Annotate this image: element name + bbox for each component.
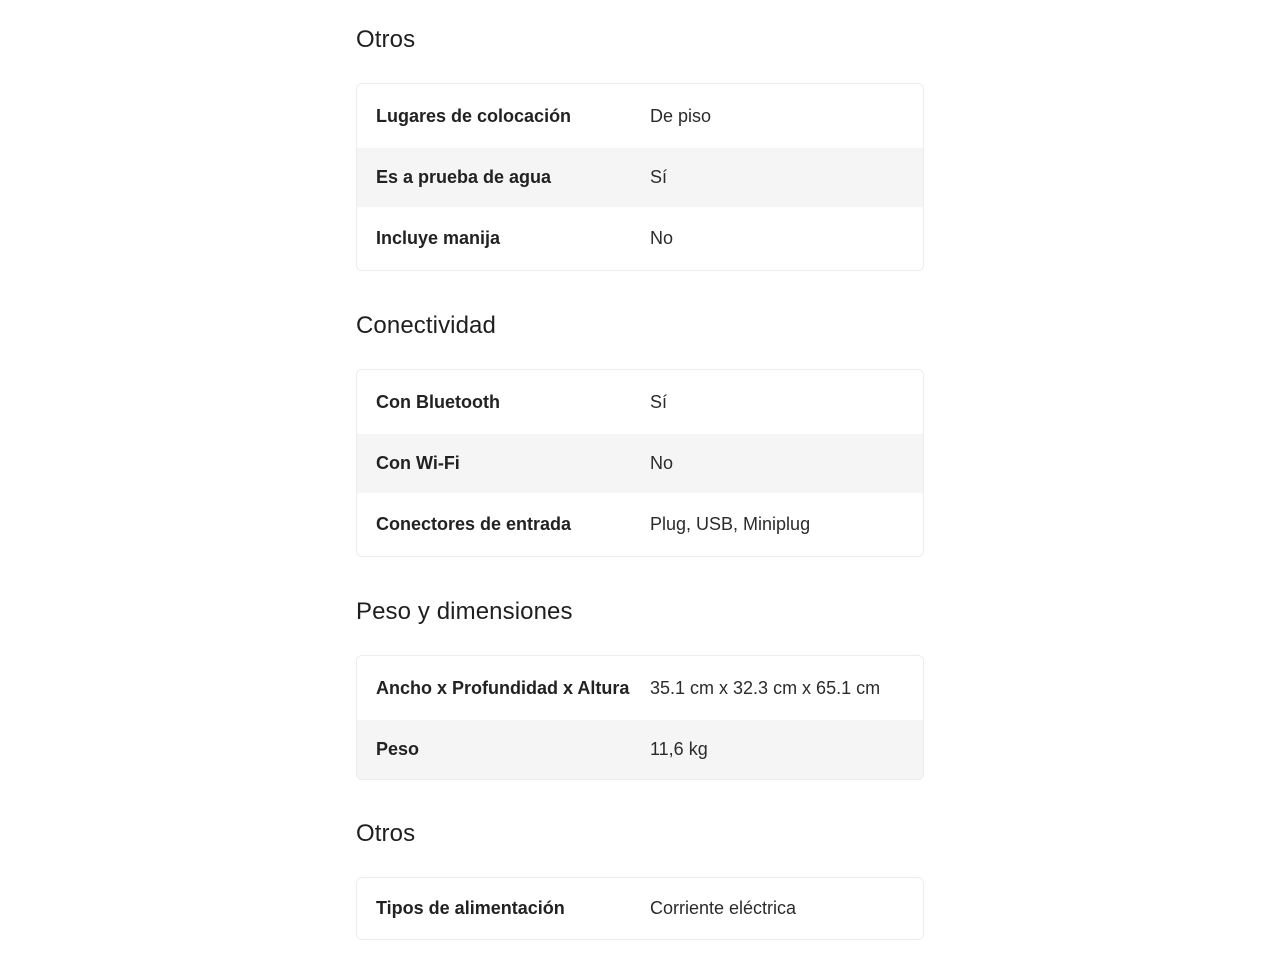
spec-value: No [650, 453, 674, 473]
section-title: Conectividad [356, 312, 496, 339]
spec-value: Sí [650, 391, 668, 412]
spec-row [357, 720, 923, 779]
spec-section-otros-2 [356, 819, 924, 849]
spec-label: Lugares de colocación [376, 105, 572, 126]
spec-row [357, 84, 923, 148]
spec-label: Con Wi-Fi [376, 453, 460, 473]
spec-value: Corriente eléctrica [650, 898, 797, 918]
spec-label: Peso [376, 739, 420, 759]
spec-section-otros [356, 25, 924, 55]
spec-row [357, 656, 923, 720]
spec-section-peso-dimensiones [356, 597, 924, 627]
spec-row [357, 434, 923, 493]
spec-value: Plug, USB, Miniplug [650, 514, 811, 534]
spec-table-otros-2 [356, 877, 924, 940]
spec-value: Sí [650, 167, 668, 187]
spec-row [357, 493, 923, 556]
spec-label: Conectores de entrada [376, 514, 572, 534]
spec-section-conectividad [356, 311, 924, 341]
spec-label: Con Bluetooth [376, 391, 500, 412]
spec-value: 11,6 kg [650, 739, 708, 759]
spec-row [357, 370, 923, 434]
section-title: Peso y dimensiones [356, 598, 573, 625]
spec-value: No [650, 228, 674, 248]
spec-row [357, 207, 923, 270]
spec-table-conectividad [356, 369, 924, 557]
spec-table-otros [356, 83, 924, 271]
spec-label: Tipos de alimentación [376, 898, 565, 918]
spec-value: 35.1 cm x 32.3 cm x 65.1 cm [650, 677, 881, 698]
spec-table-peso-dimensiones [356, 655, 924, 780]
spec-row [357, 148, 923, 207]
spec-label: Incluye manija [376, 228, 501, 248]
section-title: Otros [356, 820, 416, 847]
section-title: Otros [356, 26, 416, 53]
spec-label: Es a prueba de agua [376, 167, 552, 187]
spec-row [357, 878, 923, 939]
spec-label: Ancho x Profundidad x Altura [376, 677, 630, 698]
spec-value: De piso [650, 105, 712, 126]
